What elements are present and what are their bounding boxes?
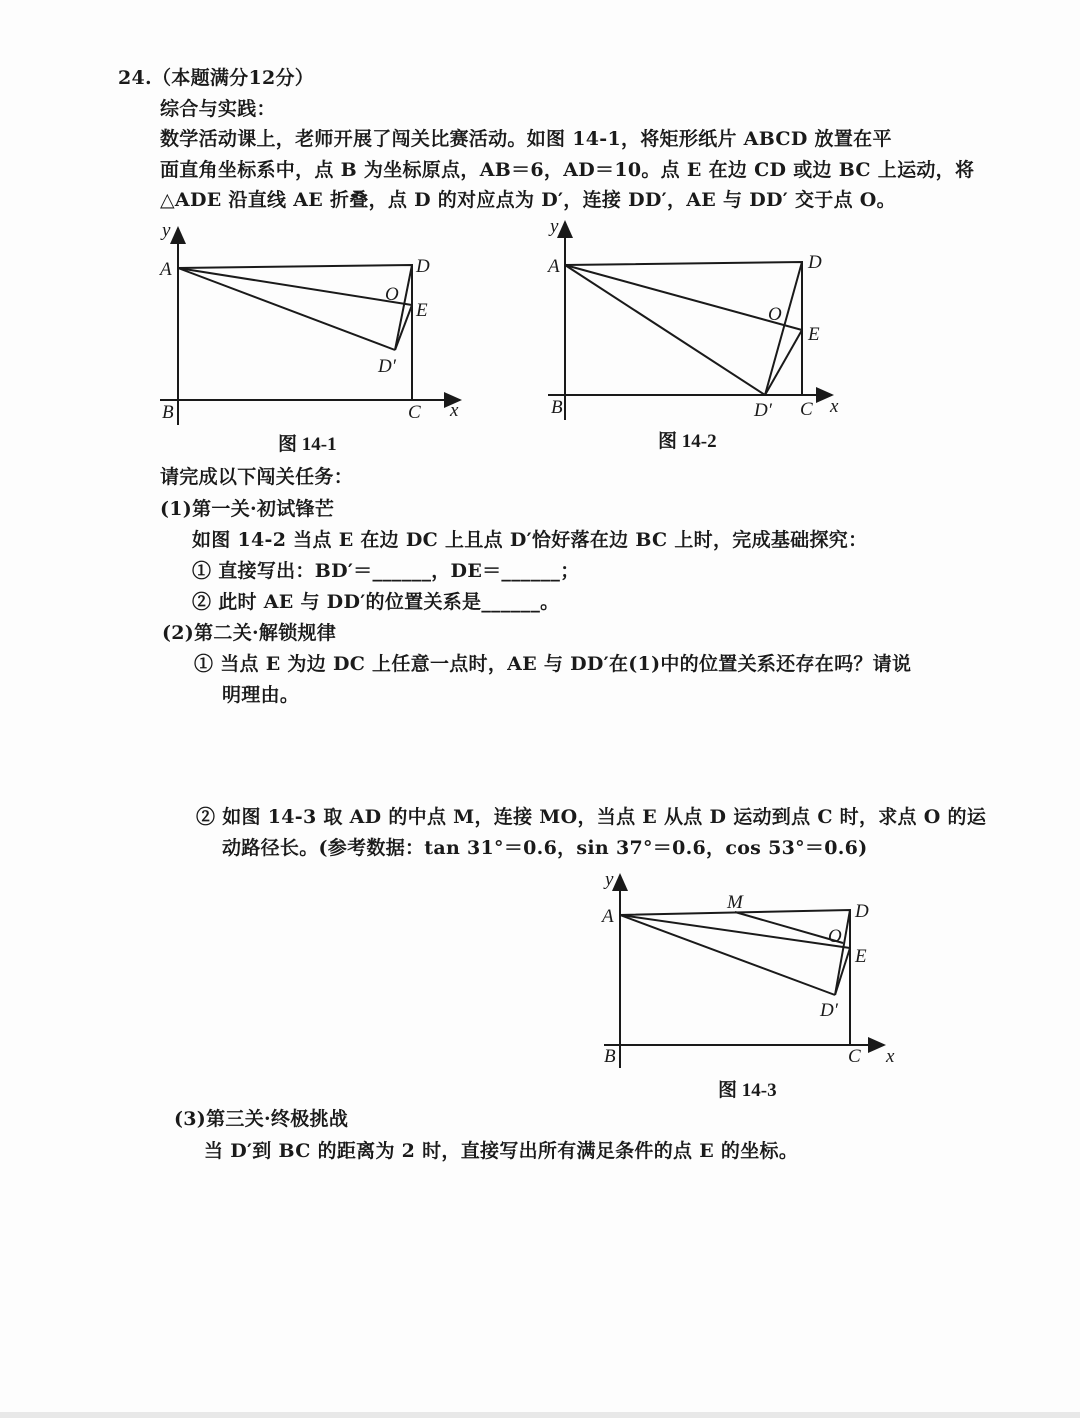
segment-AE xyxy=(620,915,850,948)
label-M: M xyxy=(727,892,743,913)
label-A: A xyxy=(602,906,614,927)
part1-q1: ① 直接写出：BD′＝______，DE＝______； xyxy=(192,560,580,582)
segment-AD-prime xyxy=(178,268,395,350)
intro-line: △ADE 沿直线 AE 折叠，点 D 的对应点为 D′，连接 DD′，AE 与 DD′ 交于点 O。 xyxy=(160,189,896,211)
intro-line: 数学活动课上，老师开展了闯关比赛活动。如图 14-1，将矩形纸片 ABCD 放置在平 xyxy=(160,128,892,150)
label-x: x xyxy=(830,396,839,417)
label-O: O xyxy=(385,284,399,305)
segment-D-prime-E xyxy=(765,330,802,395)
problem-number: 24. xyxy=(118,67,152,89)
label-B: B xyxy=(551,397,563,418)
part3-title: (3)第三关·终极挑战 xyxy=(174,1108,349,1130)
label-O: O xyxy=(828,926,842,947)
part2-title: (2)第二关·解锁规律 xyxy=(162,622,337,644)
label-D-prime: D′ xyxy=(754,400,772,421)
section-title: 综合与实践： xyxy=(160,98,276,120)
part2-q1: ① 当点 E 为边 DC 上任意一点时，AE 与 DD′在(1)中的位置关系还存在吗？请说 xyxy=(194,653,912,675)
intro-line: 面直角坐标系中，点 B 为坐标原点，AB＝6，AD＝10。点 E 在边 CD 或边 BC 上运动，将 xyxy=(160,159,975,181)
figure-caption: 图 14-3 xyxy=(718,1080,777,1101)
label-y: y xyxy=(550,216,559,237)
label-E: E xyxy=(808,324,820,345)
segment-AE xyxy=(178,268,412,305)
rectangle-edges xyxy=(620,910,850,1045)
label-C: C xyxy=(848,1046,861,1067)
figure-caption: 图 14-1 xyxy=(278,434,337,455)
label-A: A xyxy=(160,259,172,280)
label-B: B xyxy=(604,1046,616,1067)
figure-14-3 xyxy=(600,869,895,1101)
label-x: x xyxy=(886,1046,895,1067)
label-D: D xyxy=(808,252,822,273)
segment-AE xyxy=(565,265,802,330)
label-O: O xyxy=(768,304,782,325)
part2-q2-cont: 动路径长。(参考数据：tan 31°＝0.6，sin 37°＝0.6，cos 53°＝0.6) xyxy=(222,837,868,859)
label-C: C xyxy=(800,399,813,420)
rectangle-edges xyxy=(178,265,412,400)
page-bottom-edge xyxy=(0,1412,1080,1418)
label-D-prime: D′ xyxy=(820,1000,838,1021)
rectangle-edges xyxy=(565,262,802,395)
figure-caption: 图 14-2 xyxy=(658,431,717,452)
label-D: D xyxy=(855,901,869,922)
part1-text: 如图 14-2 当点 E 在边 DC 上且点 D′恰好落在边 BC 上时，完成基础探究： xyxy=(192,529,868,551)
label-A: A xyxy=(548,256,560,277)
part1-q2: ② 此时 AE 与 DD′的位置关系是______。 xyxy=(192,591,560,613)
part3-text: 当 D′到 BC 的距离为 2 时，直接写出所有满足条件的点 E 的坐标。 xyxy=(204,1140,799,1162)
label-y: y xyxy=(162,220,171,241)
label-E: E xyxy=(855,946,867,967)
label-D-prime: D′ xyxy=(378,356,396,377)
label-x: x xyxy=(450,400,459,421)
label-B: B xyxy=(162,402,174,423)
label-D: D xyxy=(416,256,430,277)
problem-score: （本题满分12分） xyxy=(151,67,315,89)
label-E: E xyxy=(416,300,428,321)
figure-14-2 xyxy=(546,216,839,452)
segment-DD-prime xyxy=(395,265,412,350)
label-C: C xyxy=(408,402,421,423)
segment-AD-prime xyxy=(565,265,765,395)
part2-q2: ② 如图 14-3 取 AD 的中点 M，连接 MO，当点 E 从点 D 运动到点 C 时，求点 O 的运 xyxy=(196,806,987,828)
part2-q1-cont: 明理由。 xyxy=(222,684,300,706)
figure-14-1 xyxy=(158,220,460,455)
label-y: y xyxy=(605,869,614,890)
tasks-heading: 请完成以下闯关任务： xyxy=(160,466,354,488)
segment-AD-prime xyxy=(620,915,835,995)
part1-title: (1)第一关·初试锋芒 xyxy=(160,498,335,520)
